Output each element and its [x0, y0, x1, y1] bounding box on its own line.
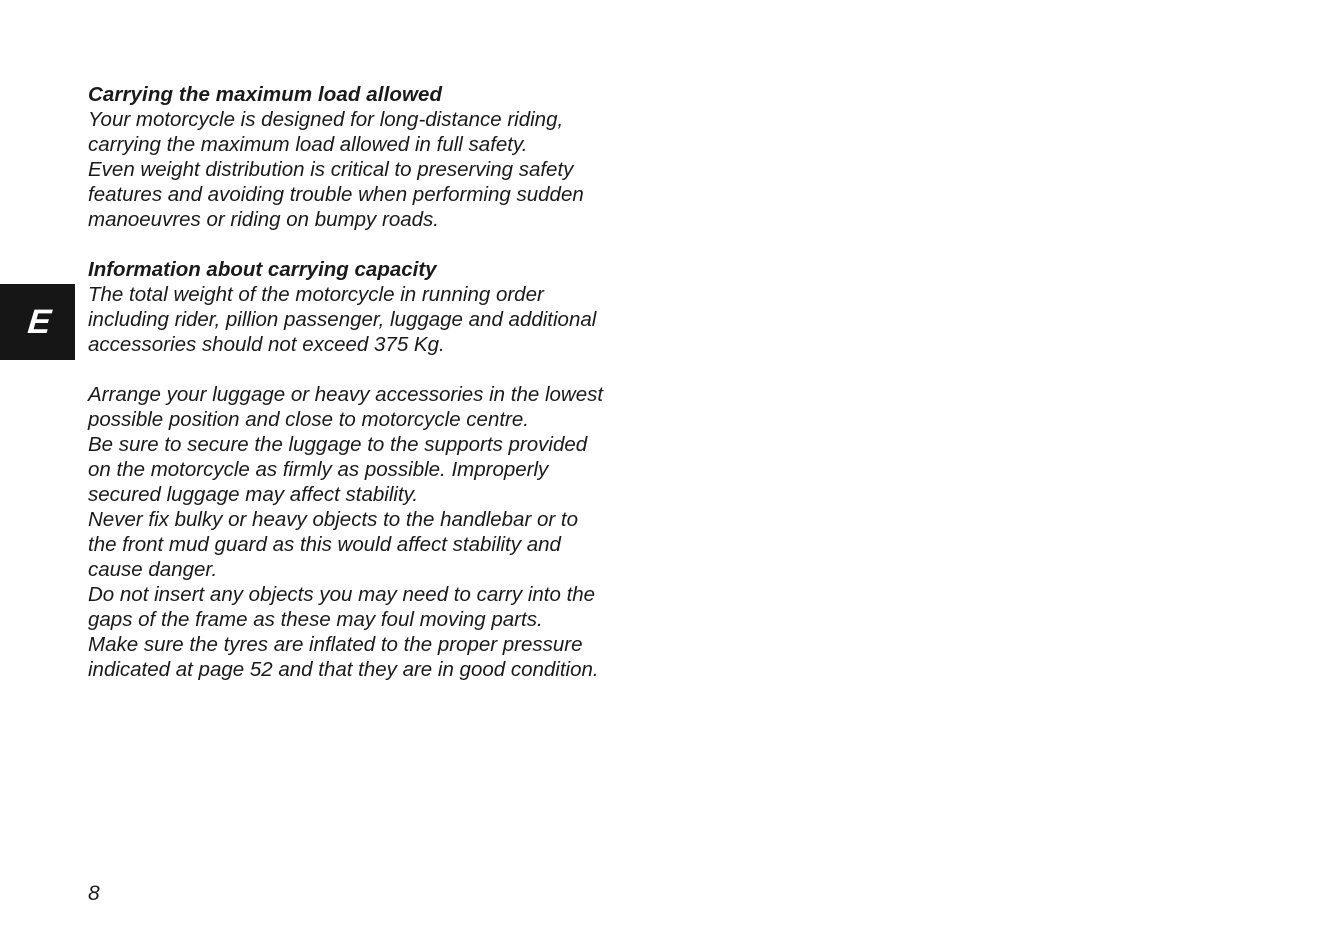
section-heading: Carrying the maximum load allowed	[88, 83, 443, 106]
paragraph-line: Be sure to secure the luggage to the supports provided	[88, 433, 588, 456]
paragraph-line: Never fix bulky or heavy objects to the handlebar or to	[88, 508, 578, 531]
paragraph-line: Make sure the tyres are inflated to the proper pressure	[88, 633, 583, 656]
section-max-load	[88, 82, 688, 232]
section-spacer	[88, 232, 688, 257]
paragraph-line: including rider, pillion passenger, luggage and additional	[88, 308, 597, 331]
paragraph-line: Even weight distribution is critical to preserving safety	[88, 158, 574, 181]
paragraph-line: Your motorcycle is designed for long-distance riding,	[88, 108, 564, 131]
paragraph-line: cause danger.	[88, 558, 218, 581]
page-content	[88, 82, 688, 682]
paragraph-line: on the motorcycle as firmly as possible. Improperly	[88, 458, 549, 481]
paragraph-line: secured luggage may affect stability.	[88, 483, 419, 506]
section-heading: Information about carrying capacity	[88, 258, 437, 281]
language-tab	[0, 284, 75, 360]
section-luggage-advice	[88, 382, 688, 682]
paragraph-line: the front mud guard as this would affect stability and	[88, 533, 561, 556]
paragraph-line: Do not insert any objects you may need to carry into the	[88, 583, 596, 606]
section-carrying-capacity	[88, 257, 688, 357]
paragraph-line: Arrange your luggage or heavy accessories in the lowest	[88, 383, 604, 406]
section-spacer	[88, 357, 688, 382]
paragraph-line: possible position and close to motorcycle centre.	[88, 408, 529, 431]
paragraph-line: The total weight of the motorcycle in running order	[88, 283, 544, 306]
paragraph-line: gaps of the frame as these may foul moving parts.	[88, 608, 543, 631]
paragraph-line: carrying the maximum load allowed in full safety.	[88, 133, 528, 156]
paragraph-line: features and avoiding trouble when performing sudden	[88, 183, 584, 206]
page-number: 8	[88, 882, 100, 905]
language-tab-label: E	[26, 302, 53, 341]
paragraph-line: indicated at page 52 and that they are in good condition.	[88, 658, 599, 681]
paragraph-line: manoeuvres or riding on bumpy roads.	[88, 208, 439, 231]
paragraph-line: accessories should not exceed 375 Kg.	[88, 333, 445, 356]
